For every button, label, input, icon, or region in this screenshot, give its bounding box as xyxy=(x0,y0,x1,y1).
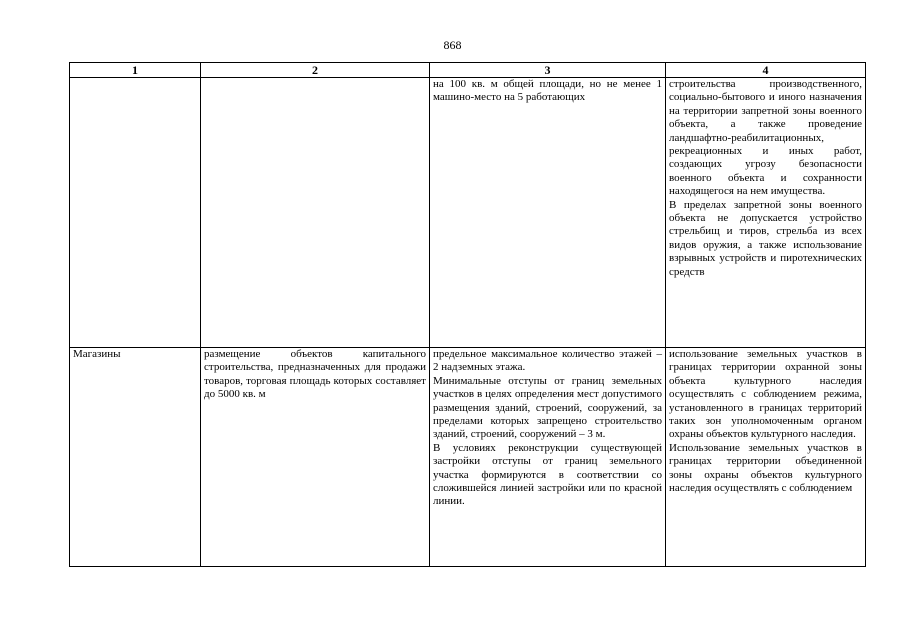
cell-paragraph: Минимальные отступы от границ земельных участков в целях определения мест допустимого размещения зданий, строений, сооружений, за пределами которых запрещено строительство зданий, строений, сооружений – 3 м. xyxy=(433,374,662,441)
column-header-4: 4 xyxy=(666,63,866,78)
cell-paragraph: строительства производственного, социально-бытового и иного назначения на территории запретной зоны военного объекта, а также проведение ландшафтно-реабилитационных, рекреационных и иных работ, создающих угрозу безопасности военного объекта и сохранности находящегося на нем имущества. xyxy=(669,78,862,198)
page-number: 868 xyxy=(443,38,462,52)
column-header-2: 2 xyxy=(201,63,430,78)
cell-paragraph: В условиях реконструкции существующей застройки отступы от границ земельного участка формируются в соответствии со сложившейся линией застройки или по красной линии. xyxy=(433,441,662,508)
cell-paragraph: на 100 кв. м общей площади, но не менее 1 машино-место на 5 работающих xyxy=(433,78,662,104)
column-header-1: 1 xyxy=(70,63,201,78)
cell-paragraph: Использование земельных участков в границах территории объединенной зоны охраны объектов культурного наследия осуществлять с соблюдением xyxy=(669,441,862,495)
table-cell xyxy=(70,78,201,348)
table-cell: Магазины xyxy=(70,348,201,567)
table-cell xyxy=(666,78,866,348)
cell-paragraph: В пределах запретной зоны военного объекта не допускается устройство стрельбищ и тиров, стрельба из всех видов оружия, а также использование взрывных устройств и пиротехнических средств xyxy=(669,198,862,278)
regulations-table xyxy=(69,62,866,567)
table-cell xyxy=(201,78,430,348)
table-cell: размещение объектов капитального строительства, предназначенных для продажи товаров, торговая площадь которых составляет до 5000 кв. м xyxy=(201,348,430,567)
table-row xyxy=(70,78,866,348)
column-header-3: 3 xyxy=(430,63,666,78)
table-row xyxy=(70,348,866,567)
table-cell xyxy=(430,348,666,567)
table-header-row xyxy=(70,63,866,78)
cell-paragraph: использование земельных участков в границах территории охранной зоны объекта культурного наследия осуществлять с соблюдением режима, установленного в границах территорий таких зон уполномоченным органом охраны объектов культурного наследия. xyxy=(669,348,862,441)
cell-paragraph: предельное максимальное количество этажей – 2 надземных этажа. xyxy=(433,348,662,374)
table-cell xyxy=(666,348,866,567)
table-cell xyxy=(430,78,666,348)
